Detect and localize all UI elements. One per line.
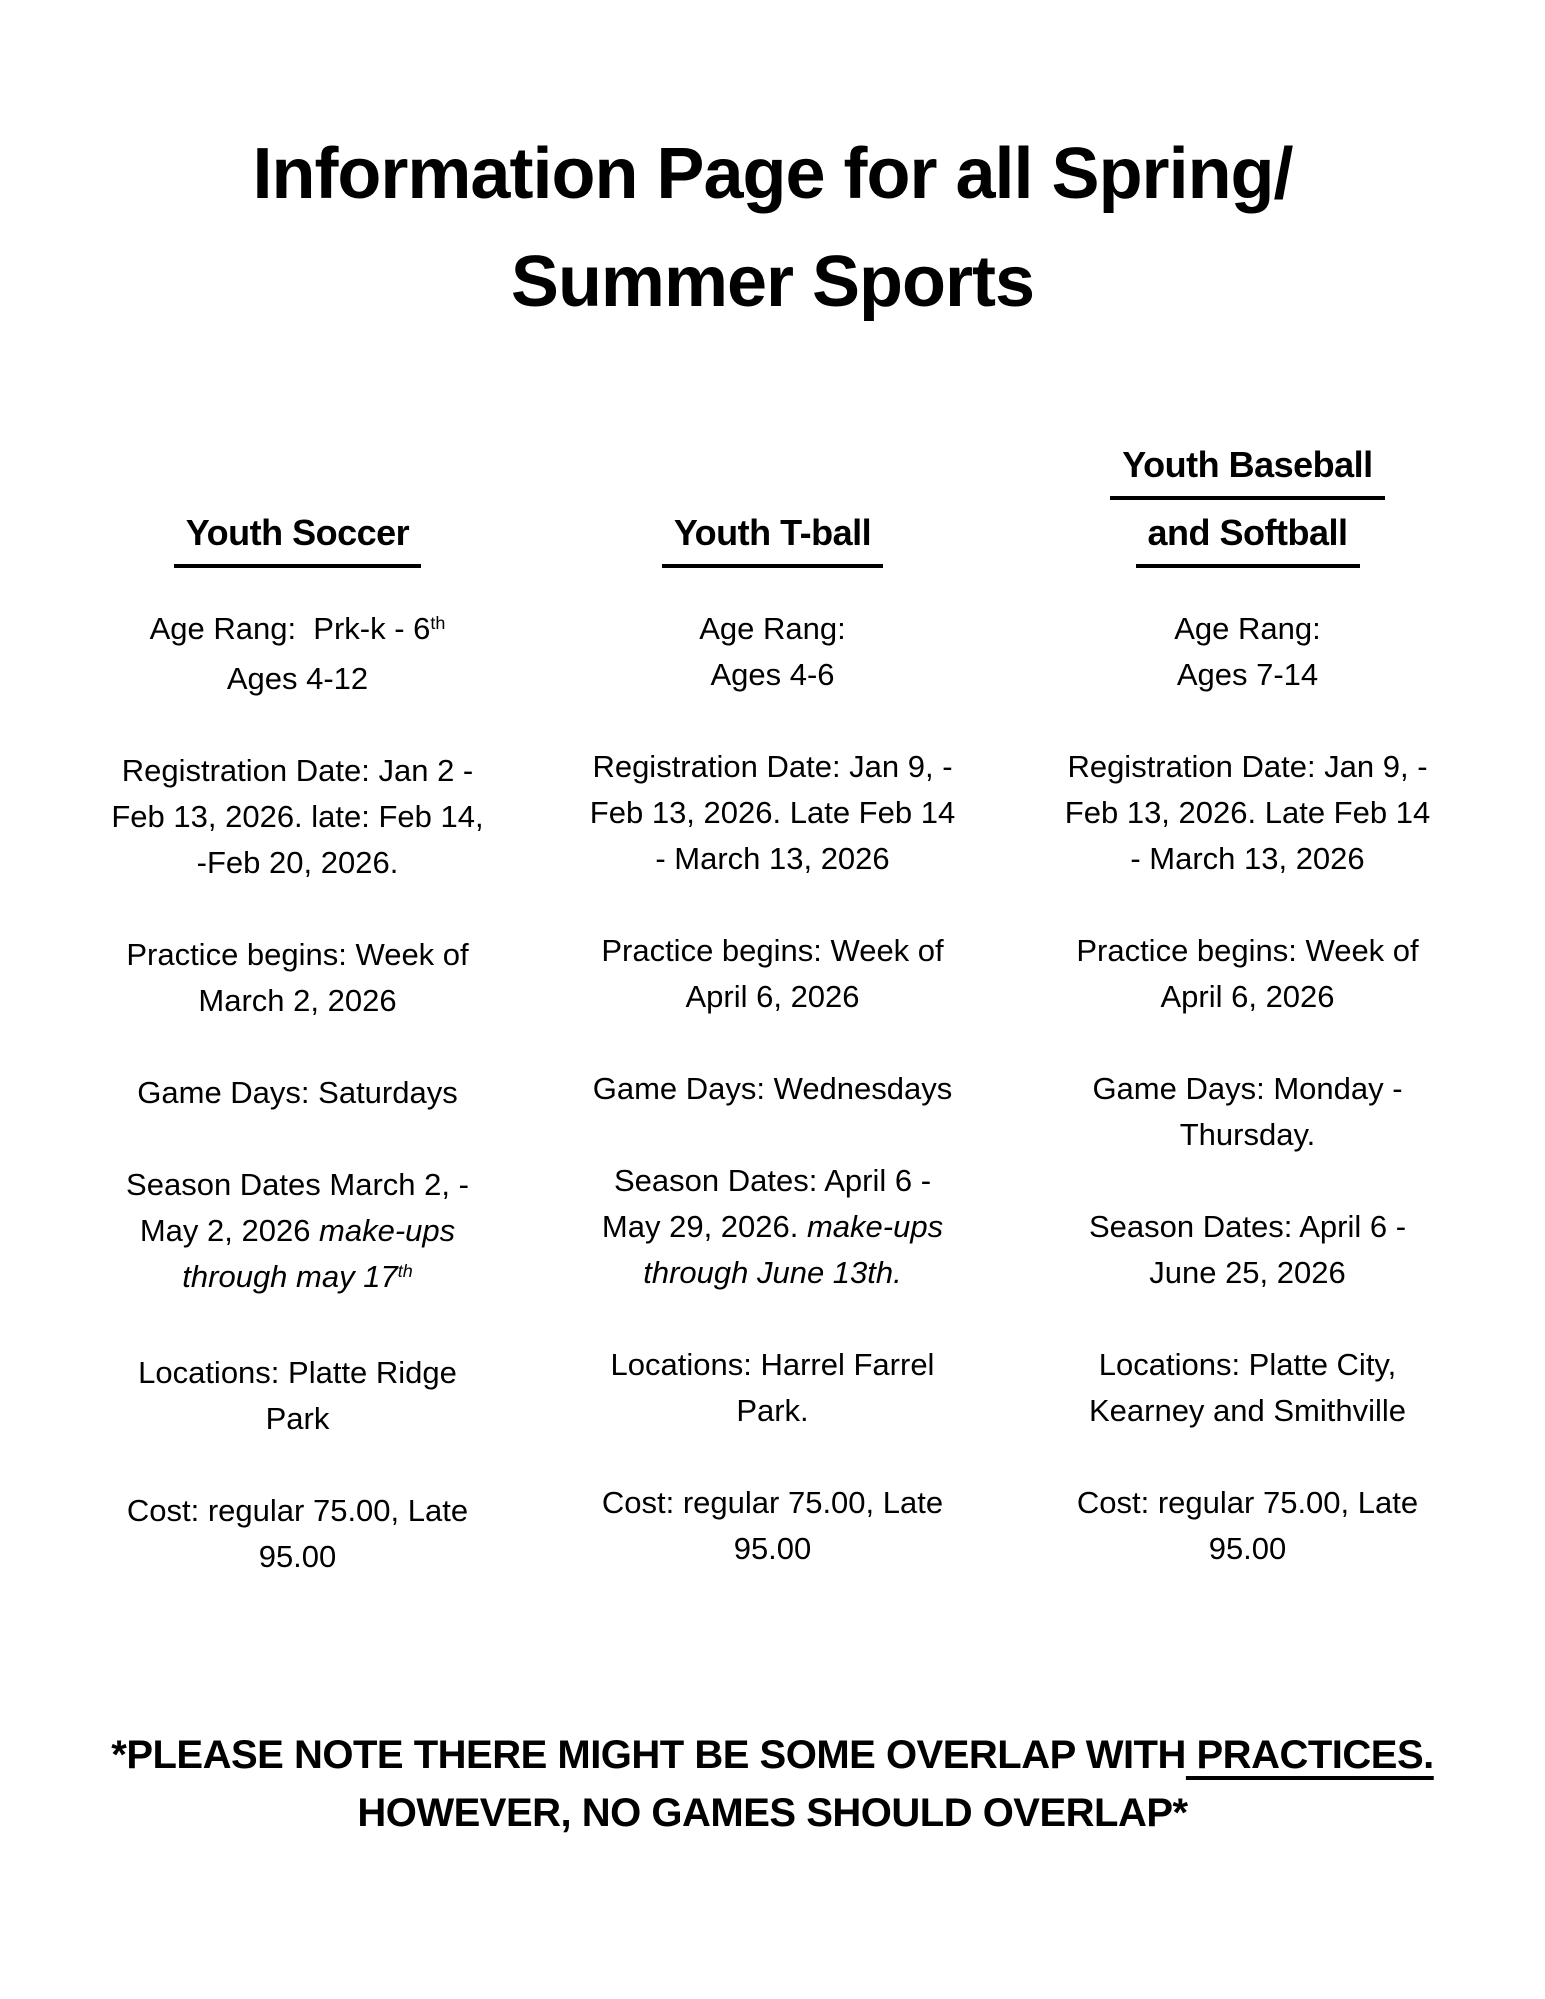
youth-t-ball-season-dates-text: make-ups (806, 1209, 944, 1245)
youth-t-ball-cost-text: Cost: regular 75.00, Late (601, 1485, 944, 1521)
youth-soccer-season-dates-text: through may 17 (182, 1259, 398, 1295)
youth-soccer-locations-text: Park (265, 1401, 330, 1437)
youth-baseball-and-softball-cost-text: 95.00 (1208, 1531, 1287, 1567)
youth-baseball-and-softball-registration-line (1010, 836, 1485, 882)
youth-t-ball-locations-line (535, 1342, 1010, 1388)
youth-t-ball-registration-text: Feb 13, 2026. Late Feb 14 (589, 795, 956, 831)
youth-t-ball-season-dates-text: May 29, 2026. (601, 1209, 807, 1245)
youth-t-ball-game-days (535, 1066, 1010, 1112)
youth-t-ball-cost (535, 1480, 1010, 1572)
youth-t-ball-age-range-text: Ages 4-6 (710, 657, 835, 693)
youth-baseball-and-softball-season-dates-line (1010, 1204, 1485, 1250)
youth-soccer-cost-line (60, 1534, 535, 1580)
youth-soccer-locations-line (60, 1350, 535, 1396)
youth-t-ball-registration (535, 744, 1010, 882)
youth-baseball-and-softball-age-range (1010, 606, 1485, 698)
youth-soccer-practice (60, 932, 535, 1024)
column-youth-soccer (60, 448, 535, 1626)
youth-t-ball-age-range-line (535, 606, 1010, 652)
youth-soccer-season-dates-text: th (397, 1261, 413, 1282)
youth-soccer-cost (60, 1488, 535, 1580)
youth-baseball-and-softball-practice-text: April 6, 2026 (1160, 979, 1335, 1015)
youth-soccer-locations (60, 1350, 535, 1442)
youth-t-ball-game-days-text: Game Days: Wednesdays (592, 1071, 953, 1107)
youth-baseball-and-softball-season-dates-text: Season Dates: April 6 - (1088, 1209, 1407, 1245)
youth-t-ball-cost-text: 95.00 (733, 1531, 812, 1567)
youth-t-ball-practice-text: Practice begins: Week of (601, 933, 944, 969)
youth-t-ball-registration-line (535, 790, 1010, 836)
overlap-note-line-2 (0, 1784, 1545, 1842)
page-title-line-1: Information Page for all Spring/ (252, 134, 1293, 215)
youth-baseball-and-softball-age-range-line (1010, 652, 1485, 698)
youth-t-ball-season-dates-line (535, 1204, 1010, 1250)
youth-t-ball-game-days-line (535, 1066, 1010, 1112)
youth-soccer-game-days (60, 1070, 535, 1116)
youth-t-ball-header (535, 448, 1010, 572)
youth-soccer-age-range (60, 606, 535, 702)
youth-soccer-age-range-text: th (430, 613, 446, 634)
youth-soccer-cost-line (60, 1488, 535, 1534)
youth-soccer-registration-line (60, 840, 535, 886)
youth-t-ball-practice-line (535, 974, 1010, 1020)
youth-t-ball-practice (535, 928, 1010, 1020)
youth-soccer-registration-text: Feb 13, 2026. late: Feb 14, (111, 799, 484, 835)
youth-soccer-locations-line (60, 1396, 535, 1442)
overlap-note-text: PRACTICES. (1185, 1733, 1434, 1778)
column-youth-t-ball (535, 448, 1010, 1626)
column-youth-baseball-and-softball (1010, 444, 1485, 1626)
youth-t-ball-registration-line (535, 836, 1010, 882)
youth-soccer-practice-line (60, 978, 535, 1024)
youth-soccer-age-range-line (60, 656, 535, 702)
youth-soccer-header (60, 448, 535, 572)
youth-soccer-registration-line (60, 748, 535, 794)
youth-baseball-and-softball-cost-text: Cost: regular 75.00, Late (1076, 1485, 1419, 1521)
youth-t-ball-season-dates-text: Season Dates: April 6 - (613, 1163, 932, 1199)
youth-soccer-age-range-text: Age Rang: Prk-k - 6 (149, 611, 431, 647)
youth-t-ball-season-dates (535, 1158, 1010, 1296)
youth-t-ball-season-dates-line (535, 1250, 1010, 1296)
youth-baseball-and-softball-game-days-line (1010, 1112, 1485, 1158)
youth-baseball-and-softball-age-range-text: Age Rang: (1174, 611, 1321, 647)
youth-baseball-and-softball-locations-line (1010, 1342, 1485, 1388)
youth-soccer-registration-text: -Feb 20, 2026. (196, 845, 399, 881)
youth-t-ball-cost-line (535, 1480, 1010, 1526)
youth-soccer-game-days-text: Game Days: Saturdays (137, 1075, 458, 1111)
page-title-line-2: Summer Sports (510, 242, 1035, 323)
youth-baseball-and-softball-header-line-1: Youth Baseball (1110, 436, 1384, 500)
youth-t-ball-locations-line (535, 1388, 1010, 1434)
youth-t-ball-registration-line (535, 744, 1010, 790)
youth-baseball-and-softball-locations-text: Locations: Platte City, (1098, 1347, 1397, 1383)
youth-soccer-cost-text: 95.00 (258, 1539, 337, 1575)
youth-baseball-and-softball-locations-text: Kearney and Smithville (1088, 1393, 1407, 1429)
youth-soccer-registration (60, 748, 535, 886)
youth-soccer-age-range-line (60, 606, 535, 656)
youth-baseball-and-softball-practice-line (1010, 928, 1485, 974)
youth-baseball-and-softball-age-range-line (1010, 606, 1485, 652)
youth-soccer-practice-text: March 2, 2026 (198, 983, 397, 1019)
youth-baseball-and-softball-practice (1010, 928, 1485, 1020)
youth-t-ball-locations-text: Park. (736, 1393, 809, 1429)
youth-baseball-and-softball-header-line-2: and Softball (1136, 504, 1360, 568)
youth-soccer-season-dates-line (60, 1254, 535, 1304)
overlap-note-text: HOWEVER, NO GAMES SHOULD OVERLAP* (357, 1791, 1188, 1836)
youth-soccer-practice-line (60, 932, 535, 978)
youth-baseball-and-softball-practice-line (1010, 974, 1485, 1020)
youth-soccer-registration-text: Registration Date: Jan 2 - (121, 753, 474, 789)
youth-soccer-practice-text: Practice begins: Week of (126, 937, 469, 973)
youth-soccer-season-dates-text: Season Dates March 2, - (126, 1167, 469, 1203)
youth-t-ball-practice-line (535, 928, 1010, 974)
youth-baseball-and-softball-registration-text: Feb 13, 2026. Late Feb 14 (1064, 795, 1431, 831)
youth-baseball-and-softball-registration (1010, 744, 1485, 882)
overlap-note (0, 1726, 1545, 1842)
overlap-note-text: *PLEASE NOTE THERE MIGHT BE SOME OVERLAP WITH (111, 1733, 1186, 1778)
youth-t-ball-cost-line (535, 1526, 1010, 1572)
youth-baseball-and-softball-registration-line (1010, 790, 1485, 836)
youth-baseball-and-softball-season-dates (1010, 1204, 1485, 1296)
youth-baseball-and-softball-locations (1010, 1342, 1485, 1434)
overlap-note-line-1 (0, 1726, 1545, 1784)
youth-t-ball-locations (535, 1342, 1010, 1434)
youth-soccer-age-range-text: Ages 4-12 (226, 661, 369, 697)
youth-baseball-and-softball-header (1010, 444, 1485, 572)
youth-soccer-season-dates-line (60, 1208, 535, 1254)
columns-section (0, 444, 1545, 1626)
youth-t-ball-season-dates-line (535, 1158, 1010, 1204)
youth-t-ball-registration-text: Registration Date: Jan 9, - (592, 749, 953, 785)
youth-baseball-and-softball-cost (1010, 1480, 1485, 1572)
youth-baseball-and-softball-game-days-text: Thursday. (1179, 1117, 1316, 1153)
youth-baseball-and-softball-registration-text: - March 13, 2026 (1130, 841, 1365, 877)
youth-soccer-cost-text: Cost: regular 75.00, Late (126, 1493, 469, 1529)
youth-baseball-and-softball-practice-text: Practice begins: Week of (1076, 933, 1419, 969)
youth-baseball-and-softball-game-days-text: Game Days: Monday - (1092, 1071, 1403, 1107)
youth-soccer-season-dates-line (60, 1162, 535, 1208)
youth-soccer-season-dates-text: May 2, 2026 (139, 1213, 320, 1249)
youth-baseball-and-softball-registration-line (1010, 744, 1485, 790)
youth-baseball-and-softball-age-range-text: Ages 7-14 (1176, 657, 1319, 693)
youth-t-ball-practice-text: April 6, 2026 (685, 979, 860, 1015)
youth-baseball-and-softball-season-dates-text: June 25, 2026 (1149, 1255, 1346, 1291)
youth-soccer-locations-text: Locations: Platte Ridge (138, 1355, 457, 1391)
youth-baseball-and-softball-cost-line (1010, 1526, 1485, 1572)
youth-baseball-and-softball-cost-line (1010, 1480, 1485, 1526)
youth-soccer-registration-line (60, 794, 535, 840)
youth-baseball-and-softball-registration-text: Registration Date: Jan 9, - (1067, 749, 1428, 785)
youth-soccer-game-days-line (60, 1070, 535, 1116)
youth-soccer-header-line-1: Youth Soccer (174, 504, 421, 568)
youth-soccer-season-dates-text: make-ups (319, 1213, 456, 1249)
youth-t-ball-age-range-text: Age Rang: (699, 611, 846, 647)
youth-t-ball-age-range-line (535, 652, 1010, 698)
youth-baseball-and-softball-game-days (1010, 1066, 1485, 1158)
youth-t-ball-header-line-1: Youth T-ball (662, 504, 883, 568)
youth-baseball-and-softball-season-dates-line (1010, 1250, 1485, 1296)
youth-baseball-and-softball-game-days-line (1010, 1066, 1485, 1112)
youth-soccer-season-dates (60, 1162, 535, 1304)
youth-t-ball-registration-text: - March 13, 2026 (655, 841, 890, 877)
youth-baseball-and-softball-locations-line (1010, 1388, 1485, 1434)
youth-t-ball-locations-text: Locations: Harrel Farrel (610, 1347, 935, 1383)
page-title (0, 48, 1545, 336)
youth-t-ball-age-range (535, 606, 1010, 698)
youth-t-ball-season-dates-text: through June 13th. (643, 1255, 902, 1291)
